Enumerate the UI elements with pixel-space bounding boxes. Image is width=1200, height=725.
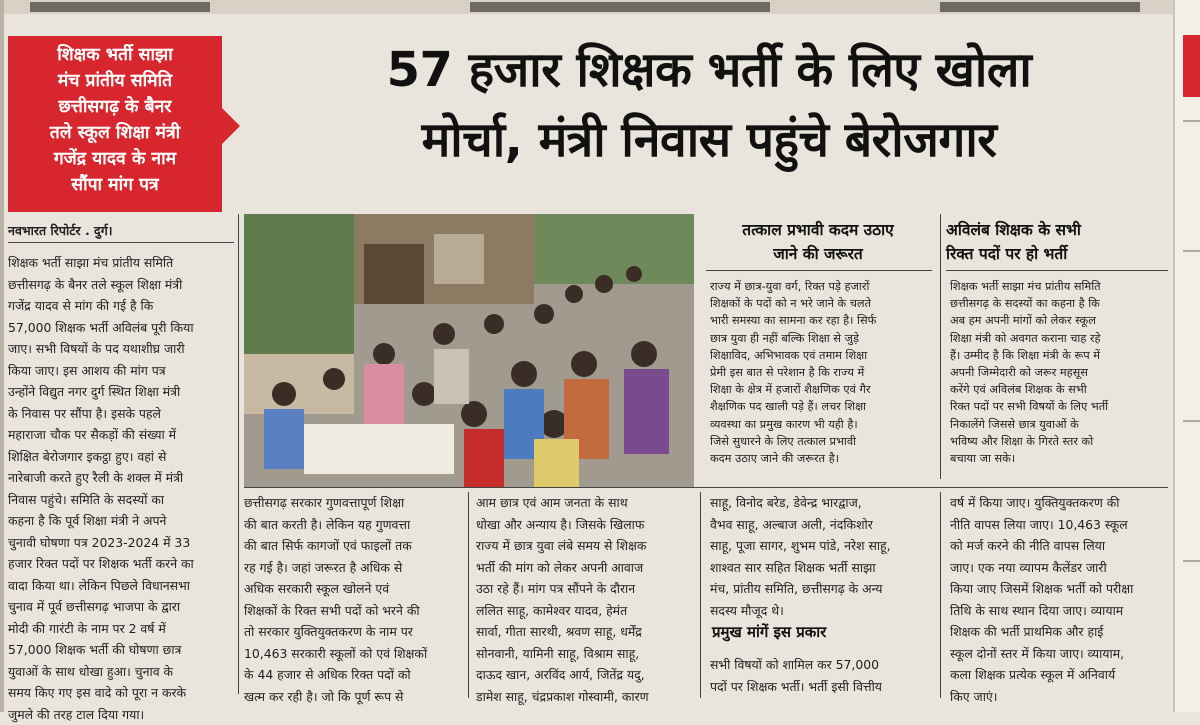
adjacent-rule	[1183, 120, 1200, 122]
column-2	[244, 492, 458, 707]
text-line: छत्तीसगढ़ सरकार गुणवत्तापूर्ण शिक्षा	[244, 492, 458, 514]
text-line: छात्र युवा ही नहीं बल्कि शिक्षा से जुड़े	[710, 330, 934, 347]
text-line: साहू, विनोद बरेड, डेवेन्द्र भारद्वाज,	[710, 492, 934, 514]
text-line: गजेंद्र यादव से मांग की गई है कि	[8, 295, 234, 317]
text-line: धोखा और अन्याय है। जिसके खिलाफ	[476, 514, 692, 536]
text-line: बचाया जा सके।	[950, 450, 1168, 467]
column-divider	[468, 492, 469, 698]
text-line: कदम उठाए जाने की जरूरत है।	[710, 450, 934, 467]
text-line: किए जाएं।	[950, 686, 1168, 708]
text-line: मोदी की गारंटी के नाम पर 2 वर्ष में	[8, 618, 234, 640]
heading-line: तत्काल प्रभावी कदम उठाए	[700, 218, 936, 242]
text-line: शिक्षक की भर्ती प्राथमिक और हाई	[950, 621, 1168, 643]
column-4-top	[710, 278, 934, 467]
text-line: रह गई है। जहां जरूरत है अधिक से	[244, 557, 458, 579]
text-line: चुनावी घोषणा पत्र 2023-2024 में 33	[8, 532, 234, 554]
text-line: सदस्य मौजूद थे।	[710, 600, 934, 622]
text-line: हैं। उम्मीद है कि शिक्षा मंत्री के रूप में	[950, 347, 1168, 364]
text-line: किया जाए जिसमें शिक्षक भर्ती को परीक्षा	[950, 578, 1168, 600]
page-gutter-left	[0, 0, 4, 712]
text-line: शिक्षक भर्ती साझा मंच प्रांतीय समिति	[8, 252, 234, 274]
text-line: शिक्षा मंत्री को अवगत कराना चाह रहे	[950, 330, 1168, 347]
text-line: शैक्षणिक पद खाली पड़े हैं। लचर शिक्षा	[710, 398, 934, 415]
section-rule	[706, 270, 932, 271]
callout-line: शिक्षक भर्ती साझा	[16, 42, 214, 68]
column-divider	[940, 214, 941, 479]
callout-line: गजेंद्र यादव के नाम	[16, 146, 214, 172]
strip-block	[470, 2, 770, 12]
column-3	[476, 492, 692, 707]
text-line: साहू, पूजा सागर, शुभम पांडे, नरेश साहू,	[710, 535, 934, 557]
column-5-top	[950, 278, 1168, 467]
text-line: युवाओं के साथ धोखा हुआ। चुनाव के	[8, 661, 234, 683]
text-line: दाऊद खान, अरविंद आर्य, जितेंद्र यदु,	[476, 664, 692, 686]
headline	[250, 35, 1168, 175]
text-line: छत्तीसगढ़ के सदस्यों का कहना है कि	[950, 295, 1168, 312]
text-line: जाए। एक नया व्यापम कैलेंडर जारी	[950, 557, 1168, 579]
text-line: राज्य में छात्र-युवा वर्ग, रिक्त पड़े हजारों	[710, 278, 934, 295]
text-line: भर्ती की मांग को लेकर अपनी आवाज	[476, 557, 692, 579]
text-line: तिथि के साथ स्थान दिया जाए। व्यायाम	[950, 600, 1168, 622]
text-line: वादा किया था। लेकिन पिछले विधानसभा	[8, 575, 234, 597]
text-line: सार्वा, गीता सारथी, श्रवण साहू, धर्मेंद्र	[476, 621, 692, 643]
strip-block	[30, 2, 210, 12]
text-line: डामेश साहू, चंद्रप्रकाश गोस्वामी, कारण	[476, 686, 692, 708]
text-line: चुनाव में पूर्व छत्तीसगढ़ भाजपा के द्वारा	[8, 596, 234, 618]
section-heading-immediate-action	[700, 218, 936, 266]
text-line: शाश्वत सार सहित शिक्षक भर्ती साझा	[710, 557, 934, 579]
rally-photo-illustration	[244, 214, 694, 487]
column-divider	[238, 214, 239, 694]
demands-heading: प्रमुख मांगें इस प्रकार	[712, 622, 826, 642]
text-line: शिक्षा के क्षेत्र में हजारों शैक्षणिक एवं गैर	[710, 381, 934, 398]
column-rule	[8, 242, 234, 243]
text-line: सोनवानी, यामिनी साहू, विश्राम साहू,	[476, 643, 692, 665]
column-divider	[940, 492, 941, 698]
text-line: 57,000 शिक्षक भर्ती अविलंब पूरी किया	[8, 317, 234, 339]
column-4-bottom	[710, 492, 934, 621]
text-line: छत्तीसगढ़ के बैनर तले स्कूल शिक्षा मंत्री	[8, 274, 234, 296]
text-line: के 44 हजार से अधिक रिक्त पदों को	[244, 664, 458, 686]
text-line: महाराजा चौक पर सैकड़ों की संख्या में	[8, 424, 234, 446]
text-line: मंच, प्रांतीय समिति, छत्तीसगढ़ के अन्य	[710, 578, 934, 600]
adjacent-rule	[1183, 420, 1200, 422]
text-line: नारेबाजी करते हुए रैली के शक्ल में मंत्री	[8, 467, 234, 489]
text-line: खत्म कर रही है। जो कि पूर्ण रूप से	[244, 686, 458, 708]
text-line: तो सरकार युक्तियुक्तकरण के नाम पर	[244, 621, 458, 643]
adjacent-page-edge	[1173, 0, 1200, 712]
adjacent-rule	[1183, 250, 1200, 252]
text-line: उन्होंने विद्युत नगर दुर्ग स्थित शिक्षा मंत्री	[8, 381, 234, 403]
text-line: जाए। सभी विषयों के पद यथाशीघ्र जारी	[8, 338, 234, 360]
text-line: हजार रिक्त पदों पर शिक्षक भर्ती करने का	[8, 553, 234, 575]
callout-line: छत्तीसगढ़ के बैनर	[16, 94, 214, 120]
text-line: प्रेमी इस बात से परेशान है कि राज्य में	[710, 364, 934, 381]
text-line: शिक्षाविद, अभिभावक एवं तमाम शिक्षा	[710, 347, 934, 364]
text-line: 10,463 सरकारी स्कूलों को एवं शिक्षकों	[244, 643, 458, 665]
text-line: शिक्षित बेरोजगार इकट्ठा हुए। वहां से	[8, 446, 234, 468]
text-line: करेंगे एवं अविलंब शिक्षक के सभी	[950, 381, 1168, 398]
adjacent-red-box	[1183, 35, 1200, 97]
adjacent-rule	[1183, 560, 1200, 562]
headline-line-2: मोर्चा, मंत्री निवास पहुंचे बेरोजगार	[250, 105, 1168, 175]
text-line: ललित साहू, कामेश्वर यादव, हेमंत	[476, 600, 692, 622]
text-line: उठा रहे हैं। मांग पत्र सौंपने के दौरान	[476, 578, 692, 600]
text-line: समय किए गए इस वादे को पूरा न करके	[8, 682, 234, 704]
text-line: 57,000 शिक्षक भर्ती की घोषणा छात्र	[8, 639, 234, 661]
text-line: नीति वापस लिया जाए। 10,463 स्कूल	[950, 514, 1168, 536]
text-line: भारी समस्या का सामना कर रहा है। सिर्फ	[710, 312, 934, 329]
text-line: अपनी जिम्मेदारी को जरूर महसूस	[950, 364, 1168, 381]
callout-box	[8, 36, 222, 212]
text-line: स्कूल दोनों स्तर में किया जाए। व्यायाम,	[950, 643, 1168, 665]
horizontal-rule	[244, 487, 1168, 488]
text-line: किया जाए। इस आशय की मांग पत्र	[8, 360, 234, 382]
section-heading-fill-vacancies	[946, 218, 1168, 266]
text-line: शिक्षकों के पदों को न भरे जाने के चलते	[710, 295, 934, 312]
text-line: शिक्षकों के रिक्त सभी पदों को भरने की	[244, 600, 458, 622]
text-line: सभी विषयों को शामिल कर 57,000	[710, 654, 934, 676]
text-line: पदों पर शिक्षक भर्ती। भर्ती इसी वित्तीय	[710, 676, 934, 698]
text-line: कला शिक्षक प्रत्येक स्कूल में अनिवार्य	[950, 664, 1168, 686]
strip-block	[940, 2, 1140, 12]
text-line: रिक्त पदों पर सभी विषयों के लिए भर्ती	[950, 398, 1168, 415]
text-line: की बात सिर्फ कागजों एवं फाइलों तक	[244, 535, 458, 557]
column-1	[8, 252, 234, 725]
heading-line: रिक्त पदों पर हो भर्ती	[946, 242, 1168, 266]
text-line: जिसे सुधारने के लिए तत्काल प्रभावी	[710, 433, 934, 450]
text-line: के निवास पर सौंपा है। इसके पहले	[8, 403, 234, 425]
text-line: निकालेंगे जिससे छात्र युवाओं के	[950, 416, 1168, 433]
text-line: अब हम अपनी मांगों को लेकर स्कूल	[950, 312, 1168, 329]
text-line: कहना है कि पूर्व शिक्षा मंत्री ने अपने	[8, 510, 234, 532]
text-line: शिक्षक भर्ती साझा मंच प्रांतीय समिति	[950, 278, 1168, 295]
column-divider	[700, 492, 701, 698]
text-line: वैभव साहू, अल्बाज अली, नंदकिशोर	[710, 514, 934, 536]
text-line: राज्य में छात्र युवा लंबे समय से शिक्षक	[476, 535, 692, 557]
text-line: निवास पहुंचे। समिति के सदस्यों का	[8, 489, 234, 511]
headline-line-1: 57 हजार शिक्षक भर्ती के लिए खोला	[250, 35, 1168, 105]
callout-line: मंच प्रांतीय समिति	[16, 68, 214, 94]
text-line: जुमले की तरह टाल दिया गया।	[8, 704, 234, 725]
rally-photo	[244, 214, 694, 487]
heading-line: जाने की जरूरत	[700, 242, 936, 266]
text-line: की बात करती है। लेकिन यह गुणवत्ता	[244, 514, 458, 536]
top-page-strip	[0, 0, 1200, 14]
column-4-demands	[710, 654, 934, 697]
section-rule	[946, 270, 1168, 271]
text-line: वर्ष में किया जाए। युक्तियुक्तकरण की	[950, 492, 1168, 514]
text-line: भविष्य और शिक्षा के गिरते स्तर को	[950, 433, 1168, 450]
text-line: को मर्ज करने की नीति वापस लिया	[950, 535, 1168, 557]
text-line: अधिक सरकारी स्कूल खोलने एवं	[244, 578, 458, 600]
column-5-bottom	[950, 492, 1168, 707]
callout-line: सौंपा मांग पत्र	[16, 172, 214, 198]
text-line: व्यवस्था का प्रमुख कारण भी यही है।	[710, 416, 934, 433]
callout-line: तले स्कूल शिक्षा मंत्री	[16, 120, 214, 146]
byline: नवभारत रिपोर्टर . दुर्ग।	[8, 222, 112, 239]
heading-line: अविलंब शिक्षक के सभी	[946, 218, 1168, 242]
text-line: आम छात्र एवं आम जनता के साथ	[476, 492, 692, 514]
